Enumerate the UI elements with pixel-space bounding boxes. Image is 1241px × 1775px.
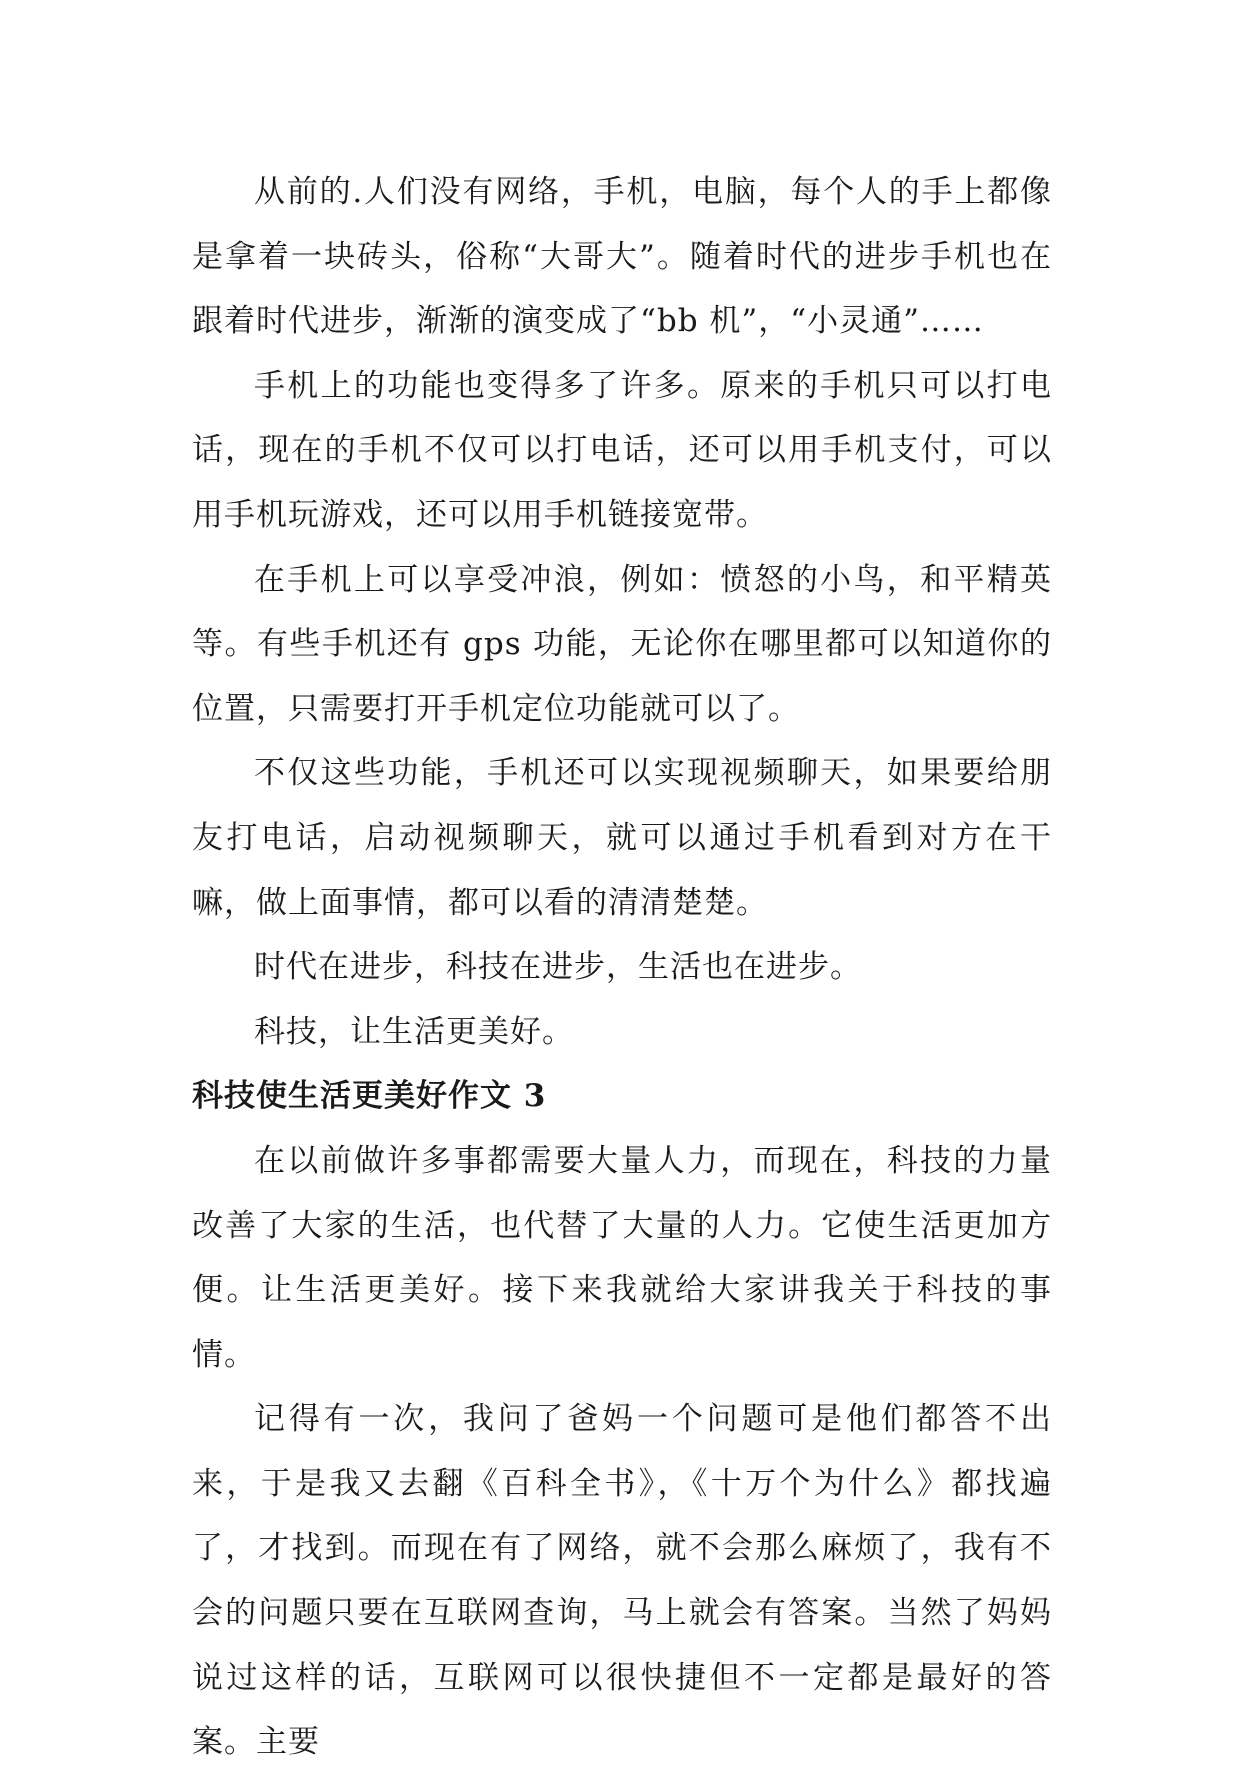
section-heading: 科技使生活更美好作文 3: [192, 1078, 547, 1115]
paragraph: 科技，让生活更美好。: [254, 1013, 574, 1050]
paragraph: 时代在进步，科技在进步，生活也在进步。: [254, 949, 862, 986]
paragraph: 记得有一次，我问了爸妈一个问题可是他们都答不出来，于是我又去翻《百科全书》，《十万个为什么》都找遍了，才找到。而现在有了网络，就不会那么麻烦了，我有不会的问题只要在互联网查询，马上就会有答案。当然了妈妈说过这样的话，互联网可以很快捷但不一定都是最好的答案。主要: [192, 1401, 1052, 1761]
paragraph: 不仅这些功能，手机还可以实现视频聊天，如果要给朋友打电话，启动视频聊天，就可以通过手机看到对方在干嘛，做上面事情，都可以看的清清楚楚。: [192, 755, 1052, 921]
paragraph: 从前的.人们没有网络，手机，电脑，每个人的手上都像是拿着一块砖头，俗称“大哥大”。随着时代的进步手机也在跟着时代进步，渐渐的演变成了“bb 机”，“小灵通”……: [192, 174, 1052, 340]
paragraph: 手机上的功能也变得多了许多。原来的手机只可以打电话，现在的手机不仅可以打电话，还可以用手机支付，可以用手机玩游戏，还可以用手机链接宽带。: [192, 367, 1052, 533]
paragraph: 在以前做许多事都需要大量人力，而现在，科技的力量改善了大家的生活，也代替了大量的人力。它使生活更加方便。让生活更美好。接下来我就给大家讲我关于科技的事情。: [192, 1142, 1052, 1373]
document-page: [192, 160, 1052, 1775]
paragraph: 在手机上可以享受冲浪，例如：愤怒的小鸟，和平精英等。有些手机还有 gps 功能，无论你在哪里都可以知道你的位置，只需要打开手机定位功能就可以了。: [192, 561, 1052, 727]
